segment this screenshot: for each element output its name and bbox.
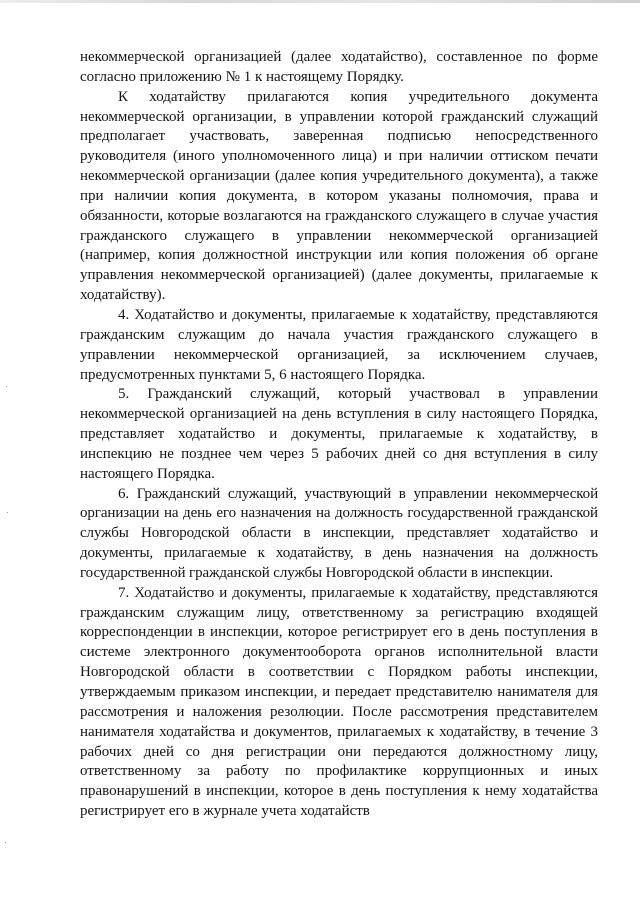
paragraph-item-7: 7. Ходатайство и документы, прилагаемые к ходатайству, представляются гражданским служащим лицу, ответственному за регистрацию входящей корреспонденции в инспекции, которое регистрирует его в день поступления в системе электронного документооборота органов исполнительной власти Новгородской области в соответствии с Порядком работы инспекции, утверждаемым приказом инспекции, и передает представителю нанимателя для рассмотрения и наложения резолюции. После рассмотрения представителем нанимателя ходатайства и документов, прилагаемых к ходатайству, в течение 3 рабочих дней со дня регистрации они передаются должностному лицу, ответственному за работу по профилактике коррупционных и иных правонарушений в инспекции, которое в день поступления к нему ходатайства регистрирует его в журнале учета ходатайств — [80, 584, 598, 820]
paragraph-attachments: К ходатайству прилагаются копия учредительного документа некоммерческой организации, в управлении которой гражданский служащий предполагает участвовать, заверенная подписью непосредственного руководителя (иного уполномоченного лица) и при наличии оттиском печати некоммерческой организации (далее копия учредительного документа), а также при наличии копия документа, в котором указаны полномочия, права и обязанности, которые возлагаются на гражданского служащего в случае участия гражданского служащего в управлении некоммерческой организацией (например, копия должностной инструкции или копия положения об органе управления некоммерческой организацией) (далее документы, прилагаемые к ходатайству). — [80, 88, 598, 304]
scan-speck — [5, 842, 6, 843]
scan-speck — [7, 512, 8, 513]
scan-speck — [6, 386, 7, 387]
paragraph-continuation: некоммерческой организацией (далее ходатайство), составленное по форме согласно приложению № 1 к настоящему Порядку. — [80, 49, 598, 85]
scan-top-edge — [0, 0, 640, 3]
paragraph-item-6: 6. Гражданский служащий, участвующий в управлении некоммерческой организации на день его назначения на должность государственной гражданской службы Новгородской области в инспекции, представляет ходатайство и документы, прилагаемые к ходатайству, в день назначения на должность государственной гражданской службы Новгородской области в инспекции. — [80, 485, 598, 581]
paragraph-item-4: 4. Ходатайство и документы, прилагаемые к ходатайству, представляются гражданским служащим до начала участия гражданского служащего в управлении некоммерческой организацией, за исключением случаев, предусмотренных пунктами 5, 6 настоящего Порядка. — [80, 306, 598, 383]
document-body — [80, 48, 598, 822]
paragraph-item-5: 5. Гражданский служащий, который участвовал в управлении некоммерческой организацией на день вступления в силу настоящего Порядка, представляет ходатайство и документы, прилагаемые к ходатайству, в инспекцию не позднее чем через 5 рабочих дней со дня вступления в силу настоящего Порядка. — [80, 386, 598, 482]
